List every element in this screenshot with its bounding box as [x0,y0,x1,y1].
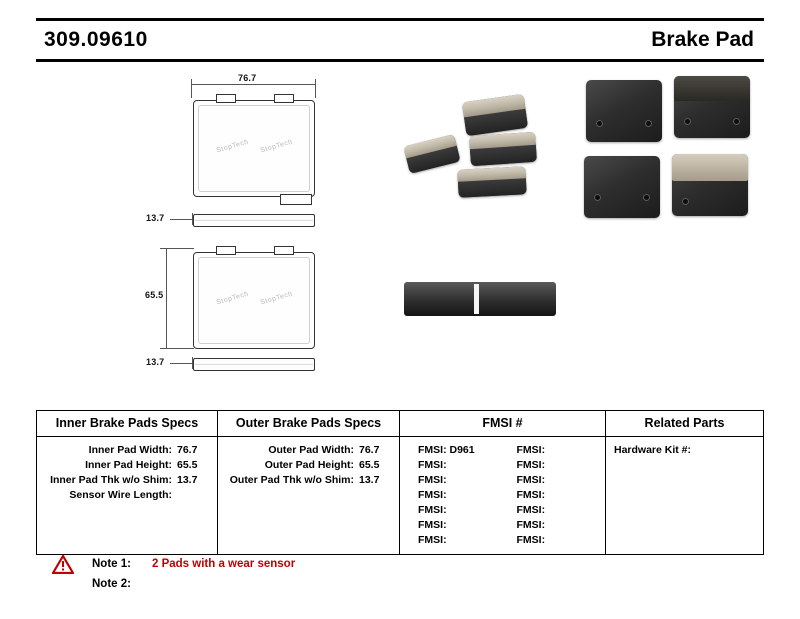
fmsi-row [418,518,507,533]
outer-pad-side-view [193,358,315,371]
pad-inner-outline [198,257,310,344]
side-view-hatch [195,364,313,365]
fmsi-label: FMSI: [516,519,546,531]
dim-label-outer-height: 65.5 [145,290,164,300]
pad-photo-second [469,132,537,167]
fmsi-label: FMSI: [418,444,447,456]
pad-ear-bottom [280,194,312,205]
inner-pad-specs-table [36,410,218,555]
dim-line-inner-thk [170,219,192,220]
fmsi-label: FMSI: [418,519,447,531]
pad-friction-surface [672,154,748,181]
related-parts-body [606,437,763,464]
pad-photo-lower-left [584,156,660,218]
pad-photo-bottom [457,166,526,198]
fmsi-label: FMSI: [516,504,546,516]
spec-value: 76.7 [177,444,198,456]
inner-pad-specs-body [37,437,217,554]
inner-pad-side-view [193,214,315,227]
table-row [37,473,217,488]
spec-value: 13.7 [359,474,380,486]
dim-label-inner-thk: 13.7 [146,213,165,223]
note-row-1 [52,554,552,574]
table-row-spacer [37,533,217,548]
dim-line-outer-height [166,248,167,348]
pad-tab-right [274,94,294,103]
dim-label-outer-thk: 13.7 [146,357,165,367]
outer-pad-specs-table [218,410,400,555]
fmsi-row [517,488,606,503]
fmsi-value: D961 [449,444,475,456]
related-row: Hardware Kit #: [614,444,692,456]
pad-tab-right [274,246,294,255]
pad-set-photo [576,74,761,234]
page-title: Brake Pad [651,28,754,51]
fmsi-label: FMSI: [516,534,546,546]
fmsi-row [418,473,507,488]
spec-label: Outer Pad Height: [264,459,354,471]
inner-pad-drawing [193,100,315,197]
fmsi-label: FMSI: [418,474,447,486]
pad-backing-plate [458,179,527,198]
table-row [37,458,217,473]
outer-pad-specs-header: Outer Brake Pads Specs [218,411,399,437]
dim-line-inner-width [191,84,315,85]
side-view-hatch [195,220,313,221]
part-number: 309.09610 [44,28,148,51]
pad-tab-left [216,246,236,255]
fmsi-column-left [400,443,507,548]
inner-pad-specs-header: Inner Brake Pads Specs [37,411,217,437]
notes-section [52,554,552,594]
table-row [218,458,399,473]
dim-ext-left [191,84,192,98]
warning-icon [52,555,74,574]
pad-brand-mark: StopTech [215,138,250,155]
pad-hole [682,198,689,205]
table-row [218,443,399,458]
spec-value: 65.5 [177,459,198,471]
spec-label: Outer Pad Thk w/o Shim: [229,474,354,486]
pad-brand-mark: StopTech [215,290,250,307]
pad-backing-plate [470,145,537,166]
fmsi-row [418,503,507,518]
pad-photo-left [403,134,460,174]
document-header [36,18,764,62]
spec-value: 76.7 [359,444,380,456]
fmsi-row [517,473,606,488]
fmsi-row [517,533,606,548]
pad-cluster-photo [396,92,571,212]
note-label: Note 1: [92,558,131,570]
fmsi-body [400,437,605,554]
dim-line-outer-thk [170,363,192,364]
spec-label: Sensor Wire Length: [69,489,172,501]
fmsi-label: FMSI: [516,489,546,501]
fmsi-label: FMSI: [418,534,447,546]
dim-tick-thk [192,357,193,369]
pad-photo-lower-right [672,154,748,216]
fmsi-table [400,410,606,555]
pad-hole [643,194,650,201]
pad-brand-mark: StopTech [259,138,294,155]
fmsi-label: FMSI: [418,459,447,471]
pad-photo-top [462,94,528,136]
pad-hole [645,120,652,127]
pad-tab-left [216,94,236,103]
related-parts-table [606,410,764,555]
table-row-spacer [37,503,217,518]
pad-hole [596,120,603,127]
fmsi-row [418,488,507,503]
fmsi-label: FMSI: [418,504,447,516]
fmsi-label: FMSI: [418,489,447,501]
pad-hole [733,118,740,125]
note-text: 2 Pads with a wear sensor [152,558,296,570]
dim-label-inner-width: 76.7 [238,73,257,83]
fmsi-label: FMSI: [516,459,546,471]
dim-ext-right [315,84,316,98]
pad-hole [594,194,601,201]
fmsi-row [418,443,507,458]
table-row [37,443,217,458]
spec-label: Inner Pad Width: [88,444,172,456]
pad-edge-slot [474,284,479,314]
outer-pad-drawing [193,252,315,349]
pad-brand-mark: StopTech [259,290,294,307]
fmsi-row [418,533,507,548]
fmsi-label: FMSI: [516,474,546,486]
pad-edge-photo [404,282,556,316]
pad-inner-outline [198,105,310,192]
fmsi-row [517,518,606,533]
table-row-spacer [218,488,399,503]
pad-photo-upper-left [586,80,662,142]
fmsi-row [418,458,507,473]
outer-pad-specs-body [218,437,399,509]
spec-tables [36,410,764,555]
fmsi-row [517,443,606,458]
table-row-spacer [37,518,217,533]
spec-value [172,488,211,503]
drawing-area [36,62,764,392]
pad-photo-upper-right [674,76,750,138]
pad-hole [684,118,691,125]
spec-label: Inner Pad Height: [85,459,172,471]
spec-value: 13.7 [177,474,198,486]
spec-label: Inner Pad Thk w/o Shim: [50,474,172,486]
pad-friction-surface [674,76,750,101]
spec-value: 65.5 [359,459,380,471]
note-label: Note 2: [92,578,131,590]
table-row [218,473,399,488]
related-parts-header: Related Parts [606,411,763,437]
fmsi-row [517,503,606,518]
note-row-2 [52,574,552,594]
dim-tick-thk [192,213,193,225]
dim-ext-bottom [160,348,194,349]
fmsi-label: FMSI: [516,444,546,456]
spec-label: Outer Pad Width: [268,444,354,456]
fmsi-row [517,458,606,473]
table-row [37,488,217,503]
fmsi-header: FMSI # [400,411,605,437]
fmsi-column-right [507,443,606,548]
dim-ext-top [160,248,194,249]
